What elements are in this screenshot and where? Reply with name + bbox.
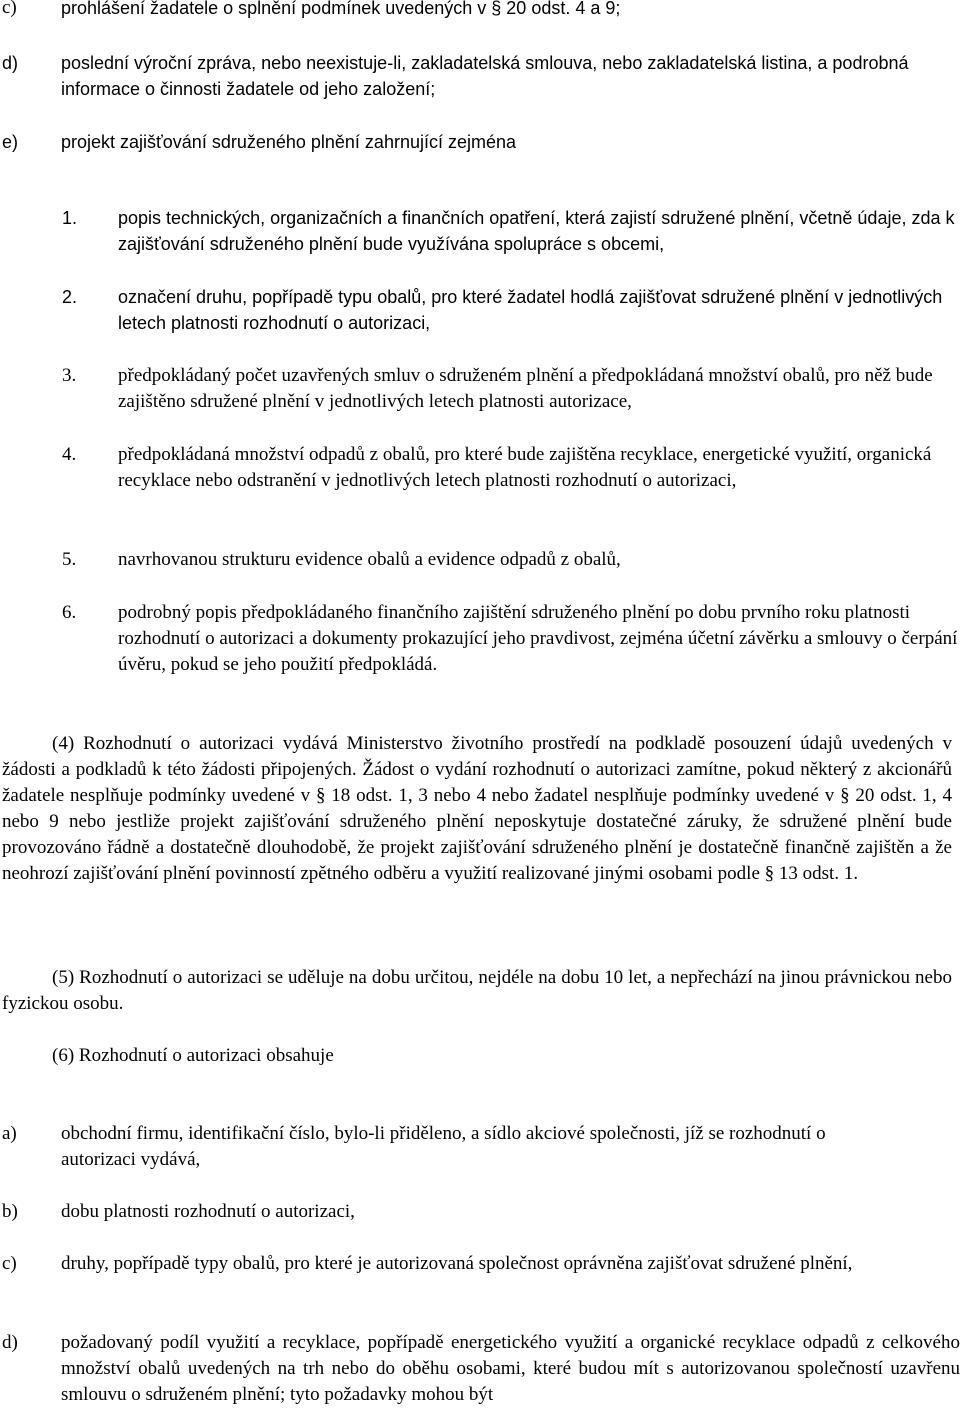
list-item bbox=[0, 1121, 960, 1173]
paragraph-5: (5) Rozhodnutí o autorizaci se uděluje na dobu určitou, nejdéle na dobu 10 let, a nepřechází na jinou právnickou nebo fyzickou osobu. bbox=[2, 967, 952, 1014]
item-number: 5. bbox=[62, 549, 77, 570]
item-text: prohlášení žadatele o splnění podmínek uvedených v § 20 odst. 4 a 9; bbox=[61, 0, 621, 18]
item-text: předpokládaný počet uzavřených smluv o sdruženém plnění a předpokládaná množství obalů, pro něž bude zajištěno sdružené plnění v jednotlivých letech platnosti autorizace, bbox=[118, 365, 933, 412]
item-text: dobu platnosti rozhodnutí o autorizaci, bbox=[61, 1201, 355, 1222]
item-label: a) bbox=[2, 1123, 17, 1144]
list-item bbox=[0, 363, 960, 415]
list-item bbox=[0, 284, 960, 336]
list-item bbox=[0, 129, 960, 155]
list-item bbox=[0, 600, 960, 678]
list-item bbox=[0, 547, 960, 573]
list-item bbox=[0, 1251, 960, 1303]
list-item bbox=[0, 1199, 960, 1225]
item-label: e) bbox=[2, 132, 19, 152]
paragraph-4: (4) Rozhodnutí o autorizaci vydává Ministerstvo životního prostředí na podkladě posouzení údajů uvedených v žádosti a podkladů k této žádosti připojených. Žádost o vydání rozhodnutí o autorizaci zamítne, pokud některý z akcionářů žadatele nesplňuje podmínky uvedené v § 18 odst. 1, 3 nebo 4 nebo žadatel nesplňuje podmínky uvedené v § 20 odst. 1, 4 nebo 9 nebo jestliže projekt zajišťování sdruženého plnění neposkytuje dostatečné záruky, že sdružené plnění bude provozováno řádně a dostatečně dlouhodobě, že projekt zajišťování sdruženého plnění je dostatečně finančně zajištěn a že neohrozí zajišťování plnění povinností zpětného odběru a využití realizované jinými osobami podle § 13 odst. 1. bbox=[2, 733, 952, 884]
item-label: d) bbox=[2, 53, 19, 73]
list-item bbox=[0, 442, 960, 520]
list-item bbox=[0, 205, 960, 257]
item-text: navrhovanou strukturu evidence obalů a evidence odpadů z obalů, bbox=[118, 549, 621, 570]
item-text: označení druhu, popřípadě typu obalů, pro které žadatel hodlá zajišťovat sdružené plnění v jednotlivých letech platnosti rozhodnutí o autorizaci, bbox=[118, 287, 943, 333]
list-item bbox=[0, 0, 960, 21]
item-text: druhy, popřípadě typy obalů, pro které je autorizovaná společnost oprávněna zajišťovat sdružené plnění, bbox=[61, 1253, 853, 1274]
item-text: poslední výroční zpráva, nebo neexistuje-li, zakladatelská smlouva, nebo zakladatelská listina, a podrobná informace o činnosti žadatele od jeho založení; bbox=[61, 53, 909, 99]
item-text: předpokládaná množství odpadů z obalů, pro které bude zajištěna recyklace, energetické využití, organická recyklace nebo odstranění v jednotlivých letech platnosti rozhodnutí o autorizaci, bbox=[118, 444, 932, 491]
list-item bbox=[0, 1330, 960, 1408]
list-item bbox=[0, 50, 960, 102]
item-text: požadovaný podíl využití a recyklace, popřípadě energetického využití a organické recyklace odpadů z celkového množství obalů uvedených na trh nebo do oběhu osobami, které budou mít s autorizovanou společností uzavřenu smlouvu o sdruženém plnění; tyto požadavky mohou být bbox=[61, 1332, 960, 1405]
item-number: 3. bbox=[62, 365, 77, 386]
item-number: 4. bbox=[62, 444, 77, 465]
item-label: d) bbox=[2, 1332, 18, 1353]
item-text: obchodní firmu, identifikační číslo, bylo-li přiděleno, a sídlo akciové společnosti, jíž se rozhodnutí o autorizaci vydává, bbox=[61, 1123, 826, 1170]
item-label: c) bbox=[2, 0, 17, 18]
item-label: b) bbox=[2, 1201, 18, 1222]
paragraph-6: (6) Rozhodnutí o autorizaci obsahuje bbox=[52, 1045, 334, 1066]
item-text: podrobný popis předpokládaného finančního zajištění sdruženého plnění po dobu prvního roku platnosti rozhodnutí o autorizaci a dokumenty prokazující jeho pravdivost, zejména účetní závěrku a smlouvy o čerpání úvěru, pokud se jeho použití předpokládá. bbox=[118, 602, 958, 675]
item-number: 2. bbox=[62, 287, 78, 307]
item-text: popis technických, organizačních a finančních opatření, která zajistí sdružené plnění, včetně údaje, zda k zajišťování sdruženého plnění bude využívána spolupráce s obcemi, bbox=[118, 208, 955, 254]
item-text: projekt zajišťování sdruženého plnění zahrnující zejména bbox=[61, 132, 517, 152]
item-number: 1. bbox=[62, 208, 78, 228]
item-label: c) bbox=[2, 1253, 17, 1274]
item-number: 6. bbox=[62, 602, 77, 623]
